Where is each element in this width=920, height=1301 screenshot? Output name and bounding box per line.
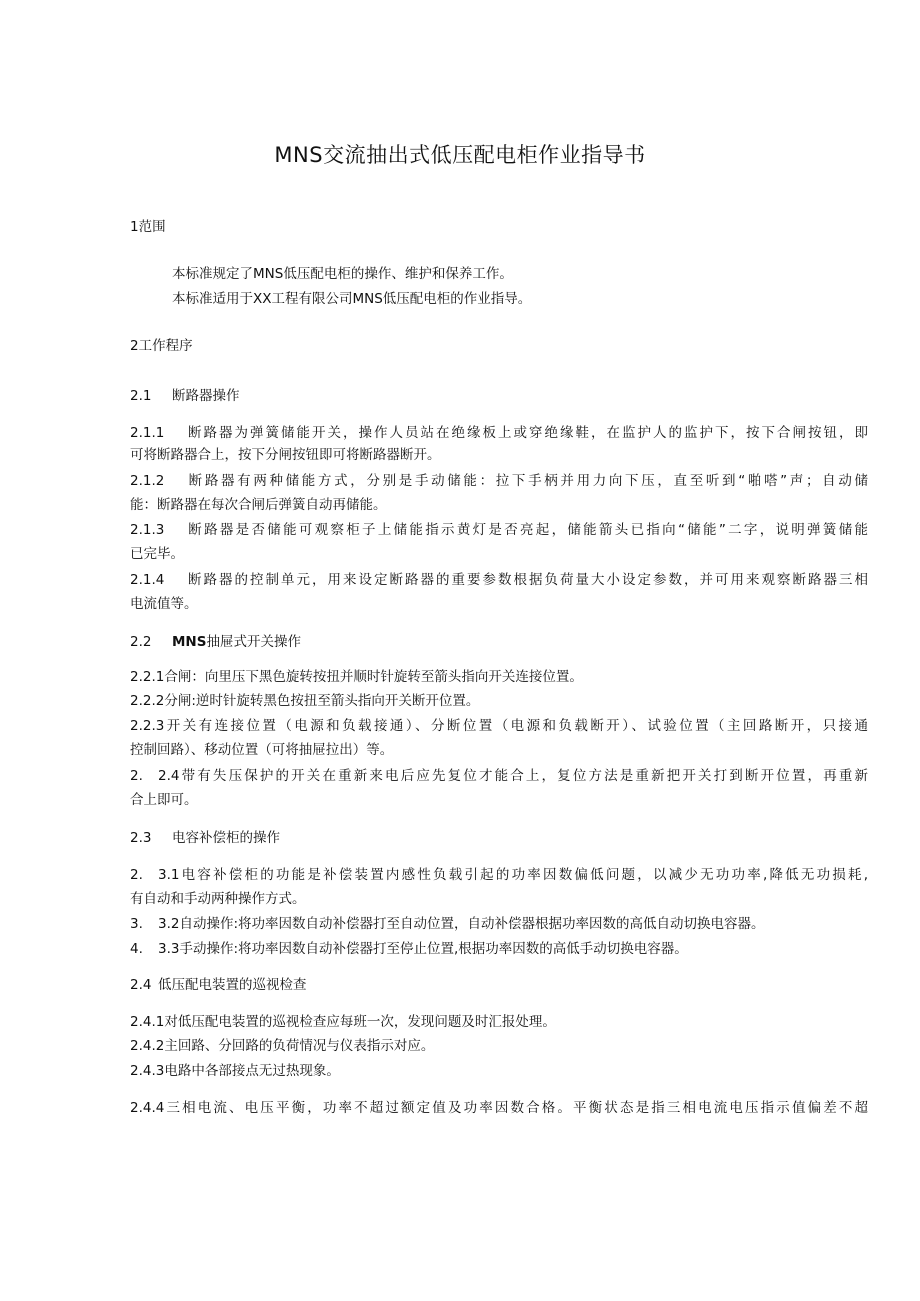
section-title: 抽屉式开关操作 [206, 634, 301, 650]
item-2-2-2: 2.2.2分闸:逆时针旋转黑色按扭至箭头指向开关断开位置。 [130, 693, 480, 709]
item-text: 断路器的控制单元，用来设定断路器的重要参数根据负荷量大小设定参数，并可用来观察断路器三相 [186, 572, 868, 588]
document-title: MNS交流抽出式低压配电柜作业指导书 [274, 143, 646, 167]
item-number: 2.1.1 [130, 425, 165, 441]
item-text: 断路器有两种储能方式，分别是手动储能：拉下手柄并用力向下压，直至听到“啪嗒”声；自动储 [186, 473, 868, 489]
item-2-4-3: 2.4.3电路中各部接点无过热现象。 [130, 1063, 340, 1079]
item-number: 2. [130, 768, 143, 784]
item-2-3-2 [130, 914, 765, 934]
item-number: 2. [130, 867, 143, 883]
item-2-1-3-line-2: 已完毕。 [130, 546, 184, 562]
section-title-bold: MNS [172, 634, 207, 650]
item-2-1-3-line-1 [130, 520, 868, 540]
section-title: 断路器操作 [172, 388, 240, 404]
item-2-1-4-line-2: 电流值等。 [130, 596, 198, 612]
item-2-3-1-line-1 [130, 865, 868, 885]
section-title: 电容补偿柜的操作 [172, 830, 280, 846]
section-2-1-heading [130, 386, 240, 406]
item-2-2-4-line-1 [130, 766, 868, 786]
item-number: 2.1.3 [130, 522, 165, 538]
item-number: 2.1.4 [130, 572, 165, 588]
section-1-paragraph-2: 本标准适用于XX工程有限公司MNS低压配电柜的作业指导。 [172, 291, 532, 307]
item-2-4-2: 2.4.2主回路、分回路的负荷情况与仪表指示对应。 [130, 1038, 435, 1054]
section-2-2-heading [130, 632, 301, 652]
item-text: 3.2自动操作:将功率因数自动补偿器打至自动位置，自动补偿器根据功率因数的高低自动切换电容器。 [158, 916, 765, 932]
section-number: 2.4 [130, 977, 152, 993]
item-text: 断路器为弹簧储能开关，操作人员站在绝缘板上或穿绝缘鞋，在监护人的监护下，按下合闸按钮，即 [186, 425, 868, 441]
item-text: 断路器是否储能可观察柜子上储能指示黄灯是否亮起，储能箭头已指向“储能”二字，说明弹簧储能 [186, 522, 868, 538]
item-2-2-4-line-2: 合上即可。 [130, 792, 198, 808]
section-1-paragraph-1: 本标准规定了MNS低压配电柜的操作、维护和保养工作。 [172, 266, 513, 282]
section-number: 2.2 [130, 634, 152, 650]
section-2-3-heading [130, 828, 280, 848]
item-2-3-1-line-2: 有自动和手动两种操作方式。 [130, 891, 306, 907]
item-text: 2.4带有失压保护的开关在重新来电后应先复位才能合上，复位方法是重新把开关打到断开位置，再重新 [158, 768, 868, 784]
item-2-1-2-line-2: 能：断路器在每次合闸后弹簧自动再储能。 [130, 497, 387, 513]
item-2-1-4-line-1 [130, 570, 868, 590]
item-2-2-1: 2.2.1合闸：向里压下黑色旋转按扭并顺时针旋转至箭头指向开关连接位置。 [130, 669, 583, 685]
item-text: 3.1电容补偿柜的功能是补偿装置内感性负载引起的功率因数偏低问题，以减少无功功率,降低无功损耗, [158, 867, 868, 883]
item-text: 3.3手动操作:将功率因数自动补偿器打至停止位置,根据功率因数的高低手动切换电容器。 [158, 941, 688, 957]
item-2-4-1: 2.4.1对低压配电装置的巡视检查应每班一次，发现问题及时汇报处理。 [130, 1014, 556, 1030]
item-2-1-2-line-1 [130, 471, 868, 491]
item-2-2-3-line-2: 控制回路）、移动位置（可将抽屉拉出）等。 [130, 742, 394, 758]
section-title: 低压配电装置的巡视检查 [158, 977, 307, 993]
item-2-2-3-line-1: 2.2.3开关有连接位置（电源和负载接通）、分断位置（电源和负载断开）、试验位置（主回路断开，只接通 [130, 718, 868, 734]
item-2-1-1-line-1 [130, 423, 868, 443]
item-2-4-4-line-1: 2.4.4三相电流、电压平衡，功率不超过额定值及功率因数合格。平衡状态是指三相电流电压指示值偏差不超 [130, 1100, 868, 1116]
item-number: 2.1.2 [130, 473, 165, 489]
section-number: 2.3 [130, 830, 152, 846]
section-number: 2.1 [130, 388, 152, 404]
section-1-heading: 1范围 [130, 219, 166, 235]
item-2-3-3 [130, 939, 688, 959]
item-2-1-1-line-2: 可将断路器合上，按下分闸按钮即可将断路器断开。 [130, 447, 441, 463]
section-2-4-heading [130, 975, 307, 995]
item-number: 4. [130, 941, 143, 957]
section-2-heading: 2工作程序 [130, 338, 193, 354]
item-number: 3. [130, 916, 143, 932]
